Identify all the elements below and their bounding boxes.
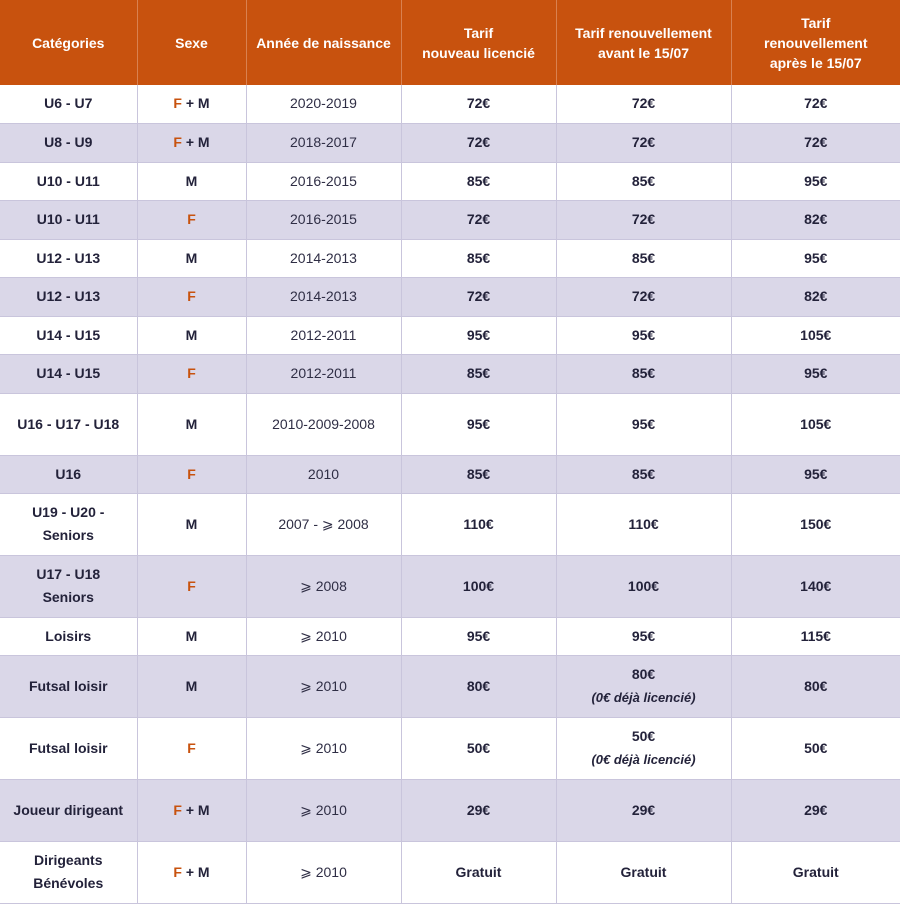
sexe-f: F <box>173 95 182 112</box>
cell-tarif-apres: 80€ <box>731 655 900 717</box>
cell-tarif-nouveau: 95€ <box>401 393 556 455</box>
cell-tarif-nouveau: 80€ <box>401 655 556 717</box>
cell-categorie <box>0 655 137 717</box>
cell-categorie <box>0 123 137 162</box>
cell-categorie <box>0 617 137 655</box>
sexe-f: F <box>173 134 182 150</box>
sexe-plus: + <box>185 801 195 818</box>
table-row <box>0 717 900 779</box>
cell-tarif-apres: 95€ <box>731 455 900 493</box>
sexe-m: M <box>185 677 198 694</box>
table-row <box>0 316 900 354</box>
cell-annee: ⩾ 2010 <box>246 779 401 841</box>
tarif-avant-note: (0€ déjà licencié) <box>591 690 696 705</box>
cell-tarif-avant <box>556 493 731 555</box>
cell-tarif-avant <box>556 354 731 393</box>
cell-tarif-nouveau: 110€ <box>401 493 556 555</box>
cell-tarif-apres: 95€ <box>731 354 900 393</box>
cell-sexe <box>137 354 246 393</box>
categorie-text: Dirigeants <box>34 852 103 868</box>
cell-tarif-nouveau: 72€ <box>401 85 556 123</box>
cell-tarif-apres: 95€ <box>731 162 900 200</box>
cell-sexe <box>137 717 246 779</box>
cell-tarif-avant <box>556 555 731 617</box>
cell-annee: 2014-2013 <box>246 239 401 277</box>
cell-sexe <box>137 841 246 903</box>
cell-categorie <box>0 717 137 779</box>
cell-tarif-avant <box>556 239 731 277</box>
cell-sexe <box>137 555 246 617</box>
table-row <box>0 655 900 717</box>
cell-tarif-apres: 82€ <box>731 200 900 239</box>
tarif-avant-value: 85€ <box>631 249 656 266</box>
table-row <box>0 277 900 316</box>
sexe-f: F <box>187 211 196 227</box>
tarif-avant-value: 85€ <box>631 172 656 189</box>
table-row <box>0 85 900 123</box>
cell-tarif-apres: 150€ <box>731 493 900 555</box>
cell-tarif-avant <box>556 162 731 200</box>
cell-sexe <box>137 85 246 123</box>
cell-sexe <box>137 617 246 655</box>
categorie-text: Joueur dirigeant <box>13 801 124 818</box>
cell-tarif-apres: 72€ <box>731 123 900 162</box>
categorie-text: U19 - U20 - <box>32 504 105 520</box>
cell-categorie <box>0 316 137 354</box>
tarif-avant-value: 50€ <box>631 728 656 744</box>
cell-tarif-nouveau: 85€ <box>401 455 556 493</box>
tarif-avant-value: 80€ <box>631 666 656 682</box>
cell-categorie <box>0 555 137 617</box>
cell-annee: 2020-2019 <box>246 85 401 123</box>
cell-tarif-nouveau: 85€ <box>401 239 556 277</box>
sexe-f: F <box>173 863 182 880</box>
table-row <box>0 493 900 555</box>
categorie-text: U14 - U15 <box>36 365 101 381</box>
sexe-m: M <box>185 627 198 644</box>
table-row <box>0 555 900 617</box>
cell-tarif-avant <box>556 277 731 316</box>
cell-annee: 2014-2013 <box>246 277 401 316</box>
cell-tarif-avant <box>556 85 731 123</box>
categorie-text: Bénévoles <box>33 875 104 891</box>
cell-tarif-avant <box>556 200 731 239</box>
sexe-m: M <box>197 863 210 880</box>
cell-annee: 2010 <box>246 455 401 493</box>
header-tarif-nouveau: Tarif nouveau licencié <box>401 0 556 85</box>
table-row <box>0 841 900 903</box>
cell-annee: 2010-2009-2008 <box>246 393 401 455</box>
cell-sexe <box>137 200 246 239</box>
cell-tarif-avant <box>556 617 731 655</box>
cell-annee: ⩾ 2008 <box>246 555 401 617</box>
table-body <box>0 85 900 903</box>
cell-tarif-apres: 95€ <box>731 239 900 277</box>
sexe-m: M <box>185 172 198 189</box>
cell-annee: ⩾ 2010 <box>246 655 401 717</box>
cell-categorie <box>0 393 137 455</box>
sexe-f: F <box>187 465 196 482</box>
cell-sexe <box>137 277 246 316</box>
categorie-text: U14 - U15 <box>36 326 101 343</box>
sexe-plus: + <box>185 95 195 112</box>
cell-categorie <box>0 200 137 239</box>
cell-sexe <box>137 493 246 555</box>
cell-categorie <box>0 841 137 903</box>
table-row <box>0 779 900 841</box>
cell-tarif-apres: 82€ <box>731 277 900 316</box>
cell-tarif-avant <box>556 841 731 903</box>
tarif-avant-note: (0€ déjà licencié) <box>591 752 696 767</box>
cell-categorie <box>0 779 137 841</box>
tarif-avant-value: Gratuit <box>620 863 667 880</box>
table-row <box>0 123 900 162</box>
sexe-m: M <box>197 134 210 150</box>
cell-tarif-apres: 105€ <box>731 393 900 455</box>
cell-sexe <box>137 455 246 493</box>
tarif-avant-value: 85€ <box>631 465 656 482</box>
cell-tarif-avant <box>556 316 731 354</box>
cell-sexe <box>137 123 246 162</box>
cell-tarif-nouveau: 72€ <box>401 123 556 162</box>
categorie-text: U8 - U9 <box>44 134 93 150</box>
cell-categorie <box>0 239 137 277</box>
sexe-f: F <box>187 288 196 304</box>
header-annee-naissance: Année de naissance <box>246 0 401 85</box>
cell-annee: ⩾ 2010 <box>246 717 401 779</box>
sexe-m: M <box>197 801 210 818</box>
cell-annee: 2016-2015 <box>246 200 401 239</box>
header-categories: Catégories <box>0 0 137 85</box>
cell-sexe <box>137 655 246 717</box>
cell-tarif-nouveau: 95€ <box>401 316 556 354</box>
cell-tarif-avant <box>556 123 731 162</box>
sexe-m: M <box>185 249 198 266</box>
table-row <box>0 162 900 200</box>
cell-categorie <box>0 277 137 316</box>
categorie-text: Seniors <box>42 589 94 605</box>
sexe-m: M <box>185 415 198 432</box>
cell-sexe <box>137 393 246 455</box>
cell-tarif-nouveau: Gratuit <box>401 841 556 903</box>
cell-categorie <box>0 354 137 393</box>
cell-annee: 2012-2011 <box>246 316 401 354</box>
categorie-text: U16 <box>55 465 82 482</box>
sexe-m: M <box>185 326 198 343</box>
cell-tarif-nouveau: 72€ <box>401 200 556 239</box>
cell-sexe <box>137 316 246 354</box>
cell-tarif-avant <box>556 393 731 455</box>
categorie-text: U6 - U7 <box>44 95 93 112</box>
categorie-text: Seniors <box>42 527 94 543</box>
cell-tarif-apres: 72€ <box>731 85 900 123</box>
sexe-m: M <box>185 515 198 532</box>
cell-annee: 2018-2017 <box>246 123 401 162</box>
cell-tarif-nouveau: 85€ <box>401 354 556 393</box>
tarif-avant-value: 72€ <box>631 288 656 304</box>
sexe-m: M <box>197 95 210 112</box>
cell-tarif-nouveau: 50€ <box>401 717 556 779</box>
cell-categorie <box>0 493 137 555</box>
cell-sexe <box>137 162 246 200</box>
cell-tarif-nouveau: 29€ <box>401 779 556 841</box>
categorie-text: U16 - U17 - U18 <box>17 415 120 432</box>
tarif-avant-value: 72€ <box>631 95 656 112</box>
sexe-plus: + <box>185 134 195 150</box>
cell-tarif-apres: 115€ <box>731 617 900 655</box>
cell-annee: 2007 - ⩾ 2008 <box>246 493 401 555</box>
cell-tarif-avant <box>556 655 731 717</box>
categorie-text: U10 - U11 <box>36 211 100 227</box>
cell-annee: ⩾ 2010 <box>246 841 401 903</box>
header-row <box>0 0 900 85</box>
cell-annee: ⩾ 2010 <box>246 617 401 655</box>
categorie-text: U12 - U13 <box>36 249 101 266</box>
cell-tarif-avant <box>556 455 731 493</box>
sexe-f: F <box>187 365 196 381</box>
header-tarif-renouvellement-avant: Tarif renouvellement avant le 15/07 <box>556 0 731 85</box>
sexe-plus: + <box>185 863 195 880</box>
tarif-avant-value: 95€ <box>631 415 656 432</box>
table-row <box>0 200 900 239</box>
cell-tarif-apres: 105€ <box>731 316 900 354</box>
tarif-avant-value: 85€ <box>631 365 656 381</box>
categorie-text: Futsal loisir <box>28 739 108 756</box>
tarif-avant-value: 95€ <box>631 326 656 343</box>
categorie-text: U17 - U18 <box>36 566 101 582</box>
header-tarif-renouvellement-apres: Tarif renouvellement après le 15/07 <box>731 0 900 85</box>
sexe-f: F <box>187 577 196 594</box>
table-row <box>0 239 900 277</box>
tarif-avant-value: 100€ <box>627 577 660 594</box>
cell-tarif-nouveau: 100€ <box>401 555 556 617</box>
cell-categorie <box>0 455 137 493</box>
tarif-avant-value: 95€ <box>631 627 656 644</box>
cell-tarif-nouveau: 85€ <box>401 162 556 200</box>
cell-tarif-avant <box>556 779 731 841</box>
table-row <box>0 617 900 655</box>
categorie-text: U12 - U13 <box>36 288 101 304</box>
categorie-text: U10 - U11 <box>36 172 100 189</box>
cell-tarif-nouveau: 95€ <box>401 617 556 655</box>
categorie-text: Futsal loisir <box>28 677 108 694</box>
cell-tarif-avant <box>556 717 731 779</box>
tarif-avant-value: 72€ <box>631 211 656 227</box>
table-row <box>0 455 900 493</box>
cell-categorie <box>0 162 137 200</box>
tarif-avant-value: 110€ <box>628 515 659 532</box>
table-row <box>0 354 900 393</box>
cell-annee: 2016-2015 <box>246 162 401 200</box>
tarif-avant-value: 29€ <box>631 801 656 818</box>
cell-sexe <box>137 239 246 277</box>
tarif-avant-value: 72€ <box>631 134 656 150</box>
cell-tarif-apres: 50€ <box>731 717 900 779</box>
cell-tarif-apres: 140€ <box>731 555 900 617</box>
cell-categorie <box>0 85 137 123</box>
cell-tarif-apres: Gratuit <box>731 841 900 903</box>
header-sexe: Sexe <box>137 0 246 85</box>
cell-annee: 2012-2011 <box>246 354 401 393</box>
cell-tarif-nouveau: 72€ <box>401 277 556 316</box>
cell-tarif-apres: 29€ <box>731 779 900 841</box>
table-header <box>0 0 900 85</box>
table-row <box>0 393 900 455</box>
categorie-text: Loisirs <box>45 627 92 644</box>
sexe-f: F <box>173 801 182 818</box>
cell-sexe <box>137 779 246 841</box>
sexe-f: F <box>187 739 196 756</box>
